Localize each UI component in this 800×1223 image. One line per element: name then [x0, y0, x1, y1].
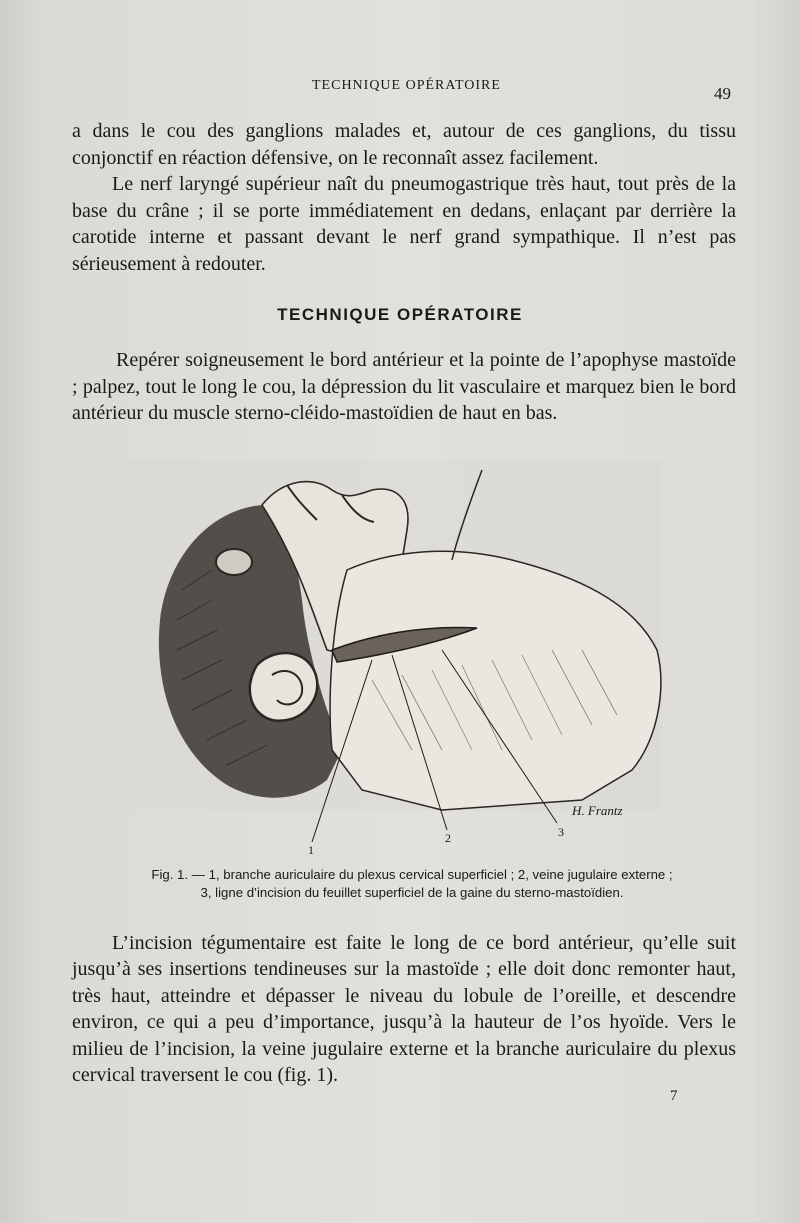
paragraph-landmarks: Repérer soigneusement le bord antérieur et la pointe de l’apophyse mastoïde ; palpez, tout le long le cou, la dépression du lit vasculaire et marquez bien le bord antérieur du muscle sterno-cléido-mastoïdien de haut en bas. [72, 349, 736, 425]
section-title: TECHNIQUE OPÉRATOIRE [277, 305, 523, 324]
callout-1: 1 [308, 843, 314, 857]
paragraph-laryngeal-nerve: Le nerf laryngé supérieur naît du pneumogastrique très haut, tout près de la base du crâne ; il se porte immédiatement en dedans, enlaçant par derrière la carotide interne et passant devant le nerf grand sympathique. Il n’est pas sérieusement à redouter. [72, 173, 736, 275]
artist-signature: H. Frantz [572, 803, 623, 818]
figure-caption [102, 866, 722, 902]
callout-3: 3 [558, 825, 564, 839]
neck-dissection-drawing [112, 450, 672, 870]
running-head: TECHNIQUE OPÉRATOIRE [312, 78, 501, 93]
paragraph-continuation: a dans le cou des ganglions malades et, autour de ces ganglions, du tissu conjonctif en réaction défensive, on le reconnaît assez facilement. [72, 120, 736, 169]
callout-2: 2 [445, 831, 451, 845]
paragraph-incision: L’incision tégumentaire est faite le long de ce bord antérieur, qu’elle suit jusqu’à ses insertions tendineuses sur la mastoïde ; elle doit donc remonter haut, très haut, atteindre et dépasser le niveau du lobule de l’oreille, et descendre environ, ce qui a peu d’importance, jusqu’à la hauteur de l’os hyoïde. Vers le milieu de l’incision, la veine jugulaire externe et la branche auriculaire du plexus cervical traversent le cou (fig. 1). [72, 932, 736, 1087]
ear-shape [250, 653, 317, 721]
caption-line-1: Fig. 1. — 1, branche auriculaire du plexus cervical superficiel ; 2, veine jugulaire externe ; [151, 867, 673, 882]
eye-shape [216, 549, 252, 575]
caption-line-2: 3, ligne d’incision du feuillet superficiel de la gaine du sterno-mastoïdien. [200, 885, 624, 900]
anatomical-illustration [112, 450, 672, 870]
signature-mark: 7 [670, 1088, 678, 1104]
page-number: 49 [714, 84, 731, 103]
